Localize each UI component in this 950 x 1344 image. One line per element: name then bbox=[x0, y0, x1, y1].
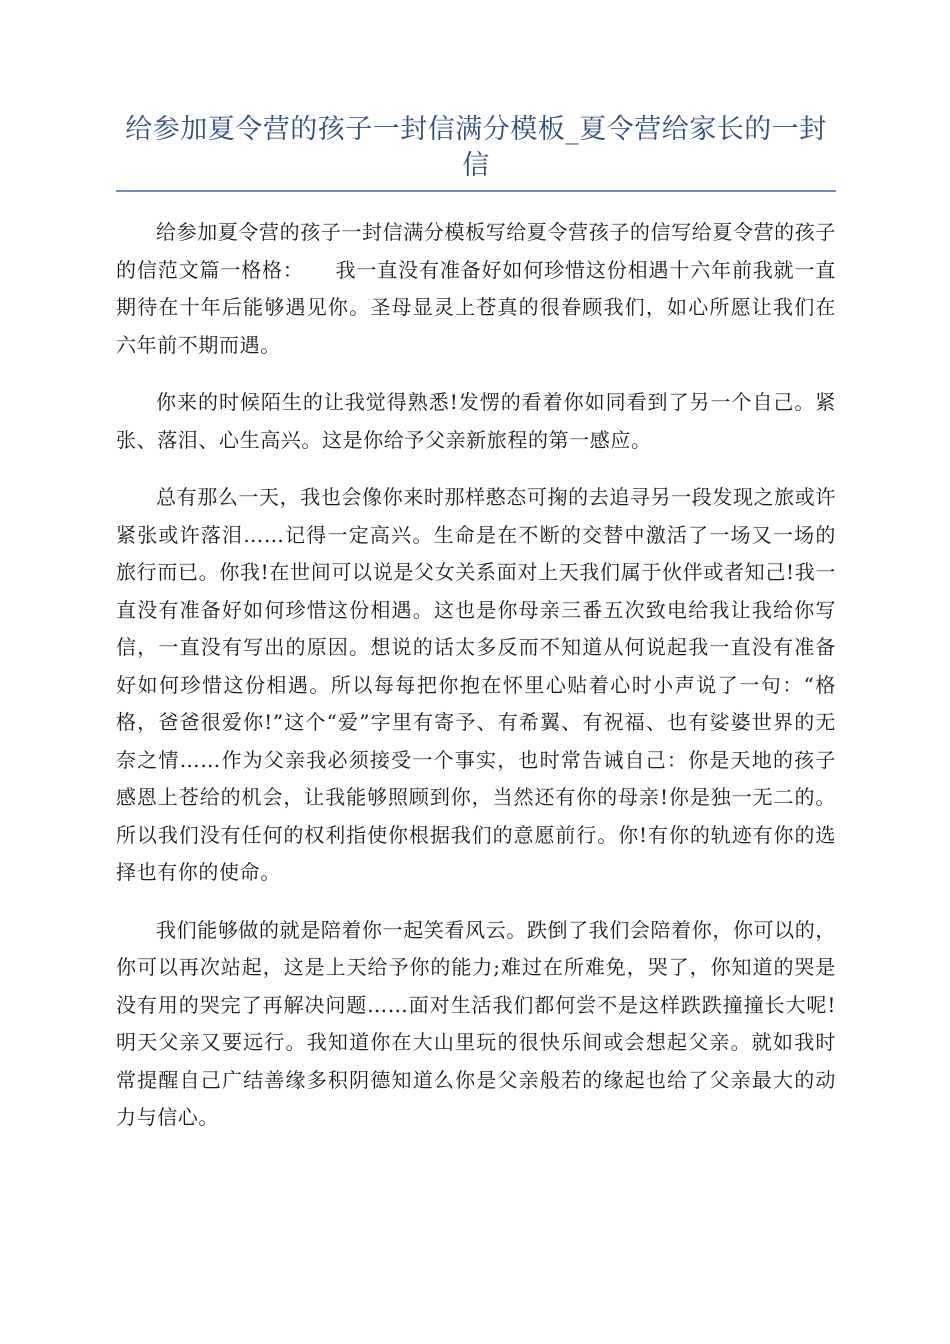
document-body bbox=[116, 214, 836, 1137]
paragraph: 你来的时候陌生的让我觉得熟悉!发愣的看着你如同看到了另一个自己。紧张、落泪、心生高兴。这是你给予父亲新旅程的第一感应。 bbox=[116, 390, 836, 452]
paragraph: 总有那么一天，我也会像你来时那样憨态可掬的去追寻另一段发现之旅或许紧张或许落泪……记得一定高兴。生命是在不断的交替中激活了一场又一场的旅行而已。你我!在世间可以说是父女关系面对上天我们属于伙伴或者知己!我一直没有准备好如何珍惜这份相遇。这也是你母亲三番五次致电给我让我给你写信，一直没有写出的原因。想说的话太多反而不知道从何说起我一直没有准备好如何珍惜这份相遇。所以每每把你抱在怀里心贴着心时小声说了一句：“格格，爸爸很爱你!”这个“爱”字里有寄予、有希翼、有祝福、也有娑婆世界的无奈之情……作为父亲我必须接受一个事实，也时常告诫自己：你是天地的孩子感恩上苍给的机会，让我能够照顾到你，当然还有你的母亲!你是独一无二的。所以我们没有任何的权利指使你根据我们的意愿前行。你!有你的轨迹有你的选择也有你的使命。 bbox=[116, 485, 836, 884]
paragraph: 给参加夏令营的孩子一封信满分模板写给夏令营孩子的信写给夏令营的孩子的信范文篇一格格： 我一直没有准备好如何珍惜这份相遇十六年前我就一直期待在十年后能够遇见你。圣母显灵上苍真的很眷顾我们，如心所愿让我们在六年前不期而遇。 bbox=[116, 220, 836, 357]
title-underline bbox=[116, 190, 836, 192]
paragraph: 我们能够做的就是陪着你一起笑看风云。跌倒了我们会陪着你，你可以的，你可以再次站起，这是上天给予你的能力;难过在所难免，哭了，你知道的哭是没有用的哭完了再解决问题……面对生活我们都何尝不是这样跌跌撞撞长大呢!明天父亲又要远行。我知道你在大山里玩的很快乐间或会想起父亲。就如我时常提醒自己广结善缘多积阴德知道么你是父亲般若的缘起也给了父亲最大的动力与信心。 bbox=[116, 917, 836, 1129]
document-page bbox=[116, 112, 836, 1157]
document-title: 给参加夏令营的孩子一封信满分模板_夏令营给家长的一封信 bbox=[125, 114, 827, 181]
